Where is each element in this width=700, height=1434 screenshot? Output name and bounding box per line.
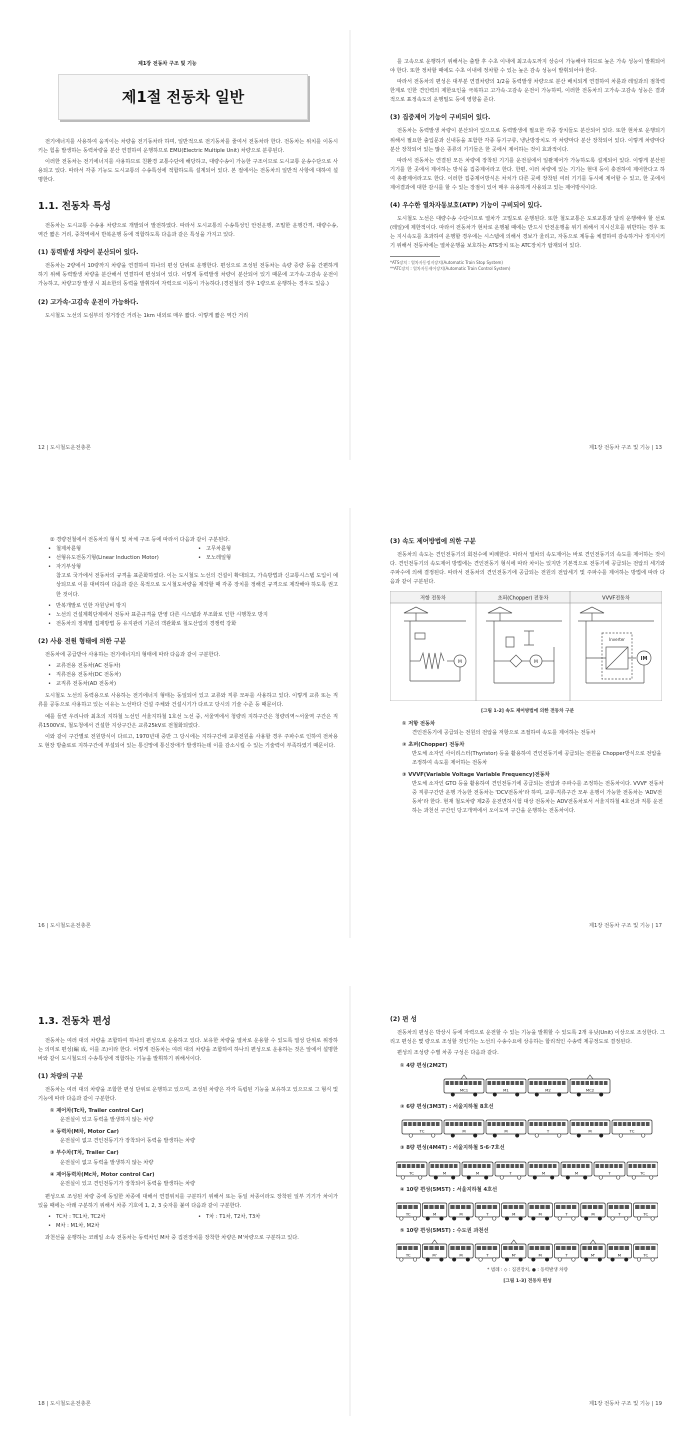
train-car (594, 1162, 625, 1179)
car-type-desc: 운전실이 없고 견인전동기가 장착되어 동력을 발생하는 차량 (60, 1138, 196, 1145)
page-17 (390, 536, 665, 816)
train-car (449, 1244, 473, 1261)
car-type-desc: 운전실이 없고 동력을 발생하지 않는 차량 (60, 1159, 154, 1166)
car-code-label: T (509, 1170, 512, 1176)
car-code-label: T (618, 1211, 621, 1217)
car-code-label: M (574, 1170, 579, 1176)
list-item: • 고무차륜형 (188, 545, 231, 554)
car-code-label: T (546, 1128, 550, 1134)
car-code-label: M (459, 1211, 463, 1217)
page-19 (390, 1014, 665, 1289)
paragraph: 전동차에 공급받아 사용하는 전기에너지의 형태에 따라 다음과 같이 구분한다. (45, 651, 221, 658)
page-footer: 제1장 전동차 구조 및 기능 | 13 (588, 445, 662, 451)
car-code-label: M' (432, 1252, 437, 1258)
paragraph: 도시철도 노선의 도심부의 정거장간 거리는 1km 내외로 매우 짧다. 이렇게 짧은 역간 거리 (45, 312, 249, 319)
list-item: • 철제차륜형 (38, 545, 188, 554)
train-car (528, 1203, 552, 1220)
car-type-title: ④ 제어동력차(Mc차, Motor control Car) (50, 1171, 155, 1178)
train-car (429, 1162, 460, 1179)
page-footer: 18 | 도시철도운전총론 (38, 1401, 91, 1407)
train-car (528, 1079, 568, 1096)
formation-title: ④ 10량 편성(5M5T) : 서울지하철 4호선 (400, 1186, 498, 1193)
fig-label-resistance: 저항 전동차 (420, 595, 446, 602)
train-car (554, 1203, 578, 1220)
car-code-label: MC2 (585, 1087, 595, 1093)
car-code-label: M' (590, 1252, 596, 1258)
list-item: • 교직류 전동차(AD 전동차) (38, 680, 338, 689)
car-type-title: ③ 부수차(T차, Trailer Car) (50, 1150, 119, 1157)
page-16 (38, 536, 338, 753)
paragraph: 이와 같이 구간별로 전원방식이 다르고, 1970년대 중반 그 당시에는 지하구간에 교류전원을 사용할 경우 주파수로 인하여 전차용도 현장 방출로로 지하구간에 부설되어 있는 통신망에 통신장애가 발생하는데 이를 감소시킬 수 있는 기술력이 부족하였기 때문이다. (38, 733, 338, 749)
car-code-label: T (565, 1211, 568, 1217)
car-code-label: M (512, 1211, 516, 1217)
heading-acceleration: (2) 고가속·고감속 운전이 가능하다. (38, 298, 139, 306)
control-type-desc: 반도체 소자인 GTO 등을 활용하여 견인전동기에 공급되는 전압과 주파수를 조정하는 전동차이다. VVVF 전동차 중 직류구간만 운행 가능한 전동차는 'DCV전동차'라 하며, 교류·직류구간 모두 운행이 가능한 전동차는 'ADV전동차'라 한다. 현재 철도차량 제2종 운전면허시험 대상 전동차는 ADV전동차로서 서울지하철 4호선과 직통 운전하는 과천선 구간인 당고개역에서 오이도역 구간을 운행하는 전동차이다. (412, 781, 664, 815)
control-type-title: ① 저항 전동차 (402, 720, 436, 727)
car-type-desc: 운전실이 있고 견인전동기가 장착되어 동력을 발생하는 차량 (60, 1180, 196, 1187)
chapter-tag: 제1장 전동차 구조 및 기능 (138, 61, 197, 67)
heading-speed-control: (3) 속도 제어방법에 의한 구분 (390, 538, 476, 545)
car-code-label: TC (405, 1211, 411, 1217)
paragraph: 예를 들면 우리나라 최초의 지하철 노선인 서울지하철 1호선 노선 중, 서울역에서 청량리 지하구간은 청량리역~서울역 구간은 직류1500V로, 철도청에서 건설한 지상구간은 교류25kV로 전철화되었다. (38, 713, 338, 729)
figure-caption: [그림 1-3] 전동차 편성 (503, 1278, 552, 1284)
speed-control-figure (390, 591, 665, 716)
formation-title: ① 4량 편성(2M2T) (400, 1063, 448, 1070)
train-car (475, 1203, 499, 1220)
page-footer: 16 | 도시철도운전총론 (38, 923, 91, 929)
car-code-list (38, 1213, 338, 1231)
intro-paragraph: 전기에너지를 사용하여 움직이는 차량을 전기동차라 하며, 일반적으로 전기동차를 줄여서 전동차라 한다. 전동차는 위치를 이동시키는 힘을 발생하는 동력차량을 분산 연결하여 운행하므로 EMU(Electric Multiple Unit) 차량으로 분류된다. (38, 139, 338, 155)
train-car (581, 1203, 605, 1220)
fig-inverter-label: Inverter (609, 637, 625, 643)
car-code-label: M (459, 1252, 463, 1258)
heading-power-type: (2) 사용 전원 형태에 의한 구분 (38, 637, 127, 645)
fig-label-vvvf: VVVF전동차 (602, 595, 630, 602)
figure-legend: * 범례 : ◇ : 집전장치, ● : 동력발생 차량 (487, 1267, 568, 1273)
paragraph: 전동차는 도시교통 수송용 차량으로 개발되어 발전하였다. 따라서 도시교통의 수송특성인 안전운행, 조밀한 운행간격, 대량수송, 역간 짧은 거리, 중착역에서 반복운행 등에 적합하도록 다음과 같은 특성을 가지고 있다. (38, 223, 338, 239)
car-code-label: M (432, 1211, 437, 1217)
car-type-title: ② 동력차(M차, Motor Car) (50, 1129, 119, 1136)
car-code-label: M1 (503, 1087, 509, 1093)
car-type-list (38, 1107, 338, 1189)
footnote-rule (390, 256, 440, 257)
footnote: *ATS장치 : 열차자동정지장치(Automatic Train Stop System) (390, 259, 503, 265)
car-code-label: T (486, 1211, 489, 1217)
car-code-label: M (588, 1128, 592, 1134)
train-car (475, 1244, 499, 1261)
control-type-title: ③ VVVF(Variable Voltage Variable Frequency)전동차 (402, 771, 550, 778)
car-code-label: M (475, 1170, 480, 1176)
train-car (444, 1120, 484, 1137)
train-car (396, 1244, 420, 1261)
figure-caption: [그림 1-2] 속도 제어방법에 의한 전동차 구분 (480, 709, 575, 715)
train-car (449, 1203, 473, 1220)
paragraph: 도시철도 노선은 대량수송 수단이므로 열차가 고밀도로 운행된다. 또한 철도교통은 도로교통과 달리 운행해야 할 선로(레일)에 제한적이다. 따라서 전동차가 현차로 운행될 때에는 반드시 안전운행을 위기 위해서 지시신호를 위반하는 경우 또는 지시속도를 초과하여 운행할 경우에는 시스템에 의해서 경보가 울리고, 자동으로 제동을 체결하여 감속하거나 정지시키기 위해서 전동차에는 열차운행을 보호하는 ATS장치 또는 ATC장치가 탑재되어 있다. (390, 216, 665, 250)
paragraph: 도시철도 노선의 동력용으로 사용하는 전기에너지 형태는 동일되어 있고 교류와 직류 모두를 사용하고 있다. 이렇게 교류 또는 직류를 공동으로 사용하고 있는 이유는 노선마다 건설 주체와 건설시기가 다르고 당시의 기술 수준 등 때문이다. (38, 693, 338, 709)
train-car (627, 1162, 658, 1179)
train-car (422, 1203, 446, 1220)
train-diagram (396, 1238, 658, 1264)
car-code-label: MC1 (459, 1087, 469, 1093)
control-type-desc: 견인전동기에 공급되는 전원의 전압을 저항으로 조절하여 속도를 제어하는 전동차 (412, 729, 596, 736)
car-code-label: TC (419, 1128, 425, 1134)
train-car (486, 1120, 526, 1137)
car-code-label: M (462, 1128, 466, 1134)
page-13 (390, 58, 665, 272)
train-car (402, 1120, 442, 1137)
train-car (462, 1162, 493, 1179)
spread-2 (0, 478, 700, 956)
train-car (528, 1162, 559, 1179)
list-item: • 교류전용 전동차(AC 전동차) (38, 662, 338, 671)
svg-text:IM: IM (640, 656, 648, 663)
car-code-label: TC (643, 1211, 649, 1217)
paragraph: 편성의 조성량 수별 차종 구성은 다음과 같다. (397, 1050, 499, 1057)
train-car (607, 1203, 631, 1220)
car-code-label: TC (405, 1252, 411, 1258)
train-car (528, 1244, 552, 1261)
formation-figure (390, 1062, 665, 1263)
list-heading: ② 경량전철에서 전동차의 형식 및 차체 구조 등에 따라서 다음과 같이 구분된다. (50, 537, 230, 543)
car-code-label: T (608, 1170, 611, 1176)
list-item: • 노선의 건설계획단계에서 전동차 표준규격을 반영 다른 시스템과 부조화로 인한 시행착오 방지 (38, 611, 338, 620)
train-car (444, 1075, 484, 1096)
car-code-label: M (442, 1170, 447, 1176)
spread-1 (0, 0, 700, 478)
paragraph: 전동차는 여러 대의 차량을 조합하여 하나의 편성으로 운용하고 있다. 보유한 차량을 열차로 운용할 수 있도록 열성 단위로 위장하는 의미로 편성(編 成, 이를 조)이라 한다. 이렇게 전동차는 여러 대의 차량을 조합하여 하나의 편성으로 운용하는 것은 앞에서 설명한 바와 같이 도시철도의 수송특성에 적합하는 기능을 발휘하기 위해서이다. (38, 1037, 338, 1062)
spread-3 (0, 956, 700, 1434)
car-code-label: TC (629, 1128, 635, 1134)
car-code-label: TC (409, 1170, 414, 1176)
train-car (554, 1244, 578, 1261)
page-footer: 제1장 전동차 구조 및 기능 | 19 (588, 1401, 662, 1407)
circuit-diagrams (390, 591, 662, 701)
list-item: • 전동차의 정제별 집재방법 등 유지관리 기준의 객관화로 철도산업의 경쟁력 강화 (38, 620, 338, 629)
car-code-label: M' (511, 1252, 516, 1258)
list-item: • 직류전용 전동차(DC 전동차) (38, 671, 338, 680)
train-car (561, 1162, 592, 1179)
car-code-label: M (591, 1211, 595, 1217)
section-title: 제1절 전동차 일반 (121, 87, 245, 106)
car-code-label: T (565, 1252, 568, 1258)
train-car (495, 1162, 526, 1179)
paragraph: 편성으로 조성된 차량 중에 동일한 차종에 대해서 연결위치를 구분하기 위해서 또는 동일 차종이라도 장착된 일부 기기가 차이가 있을 때에는 아래 구분하기 위해서 차종 기호에 1, 2, 3 숫자를 붙여 다음과 같이 구분한다. (38, 1193, 338, 1209)
paragraph: 따라서 전동차는 연결된 모든 차량에 장착된 기기를 운전실에서 일괄제어가 가능하도록 설계되어 있다. 이렇게 분산된 기기를 한 곳에서 제어하는 방식을 집중제어라고 한다. 한편, 이러 차량에 있는 기기는 현대 등이 충전하여 제어한다고 하여 총괄제어라고도 한다. 이러한 집중제어방식은 차치가 다른 곳에 장착된 여러 기기를 동시에 제어할 수 있고, 한 곳에서 제어결과에 대한 감시를 할 수 있는 장점이 있어 매우 유용하게 사용되고 있는 제어방식이다. (390, 157, 665, 192)
type-list (38, 545, 338, 572)
train-car (396, 1162, 427, 1179)
svg-text:M: M (458, 660, 462, 666)
train-car (570, 1075, 610, 1096)
paragraph: 전동차는 동력발생 차량이 분산되어 있으므로 동력발생에 필요한 각종 장치들도 분산되어 있다. 또한 현차로 운행되기 위해서 필요한 출입문과 신내등을 포함한 각종 등기구류, 냉난방장치도 각 차량마다 분산 장착되어 있다. 이렇게 차량마다 분산 장착되어 있는 많은 종류의 기기들은 한 곳에서 제어하는 것이 효과적이다. (390, 128, 665, 153)
train-car (612, 1120, 652, 1137)
car-type-desc: 운전실이 있고 동력을 발생하지 않는 차량 (60, 1117, 154, 1124)
train-diagram (396, 1114, 658, 1140)
car-code-label: TC (643, 1252, 649, 1258)
page-footer: 12 | 도시철도운전총론 (38, 445, 91, 451)
train-car (607, 1244, 631, 1261)
heading-1-1: 1.1. 전동차 특성 (38, 201, 111, 213)
list-item: • 선형유도전동기형(Linear Induction Motor) (38, 554, 188, 563)
train-car (570, 1120, 610, 1137)
heading-atp: (4) 우수한 열차자동보호(ATP) 기능이 구비되어 있다. (390, 202, 543, 210)
svg-text:M: M (534, 660, 538, 666)
fig-label-chopper: 초퍼(Chopper) 전동차 (497, 595, 549, 602)
paragraph: 따라서 전동차의 편성은 대부분 연결차량의 1/2을 동력발생 차량으로 분산 배치되게 연결하여 차륜과 레일과의 점착력 한계로 인한 견인력의 제한요인을 극복하고 고가속·고감속 운전이 가능하며, 이러한 전동차의 고가속·고감속 성능은 결과적으로 표정속도의 운행밀도 등에 영향을 준다. (390, 79, 665, 104)
control-type-desc: 반도체 소자인 사이리스터(Thyristor) 등을 활용하여 견인전동기에 공급되는 전원을 Chopper방식으로 전압을 조정하여 속도를 제어하는 전동차 (412, 750, 662, 766)
gutter (349, 986, 351, 1416)
car-code-label: M (538, 1252, 542, 1258)
car-code-label: T (486, 1252, 489, 1258)
gutter (349, 508, 351, 938)
train-car (486, 1079, 526, 1096)
train-car (396, 1203, 420, 1220)
heading-distributed: (1) 동력발생 차량이 분산되어 있다. (38, 249, 139, 257)
formation-title: ⑤ 10량 편성(5M5T) : 수도권 과천선 (400, 1227, 489, 1234)
gutter (349, 30, 351, 460)
heading-formation: (2) 편 성 (390, 1016, 417, 1023)
train-car (502, 1203, 526, 1220)
paragraph: 전동차의 속도는 견인전동기의 회전수에 비례한다. 따라서 열차의 속도제어는 바로 견인전동기의 속도를 제어하는 것이다. 견인전동기의 속도제어 방법에는 견인전동기 형식에 따라 차이는 있지만 기본적으로 전동기에 공급되는 전압의 세기와 주파수에 의해 결정된다. 따라서 전동차의 견인전동기에 공급되는 전원의 전압세기 및 주파수를 제어하는 방법에 따라 다음과 같이 구분된다. (390, 552, 665, 586)
train-car (502, 1240, 526, 1261)
car-code-label: M (504, 1128, 508, 1134)
car-code-label: TC (640, 1170, 645, 1176)
train-car (528, 1120, 568, 1137)
page-18 (38, 1014, 338, 1245)
intro-paragraph: 이러한 전동차는 전기에너지를 사용하므로 친환경 교통수단에 해당하고, 대량수송이 가능한 구조이므로 도시교통 운송수단으로 사용되고 있다. 따라서 각종 기능도 도시교통의 수송특성에 적합하도록 설계되어 있다. 본 절에서는 전동차의 일반적 사항에 대하여 설명한다. (38, 159, 338, 184)
train-diagram (396, 1156, 658, 1182)
paragraph: 과천선을 운행하는 코레일 소속 전동차는 동력차인 M차 중 집전장치를 장착한 차량은 M'차량으로 구분하고 있다. (45, 1235, 299, 1242)
car-code-label: M (538, 1211, 542, 1217)
train-diagram (396, 1197, 658, 1223)
list-item: • 반복개발로 인한 자원낭비 방지 (38, 602, 338, 611)
car-type-title: ① 제어차(Tc차, Trailer control Car) (50, 1108, 144, 1115)
car-code-label: M2 (545, 1087, 551, 1093)
footnote: **ATC장치 : 열차자동제어장치(Automatic Train Control System) (390, 265, 511, 271)
section-title-box (58, 74, 308, 120)
list-item: • TC차 : TC1차, TC2차 (38, 1213, 188, 1222)
list-item: • 모노레일형 (188, 554, 231, 563)
formation-title: ③ 8량 편성(4M4T) : 서울지하철 5·6·7호선 (400, 1145, 505, 1152)
paragraph: 전동차의 편성은 박상시 등에 자력으로 운전할 수 있는 기능을 발휘할 수 있도록 2개 유닛(Unit) 이상으로 조성한다. 그리고 편성은 몇 량으로 조성할 것인가는 노선의 수송수요에 상응하는 합리적인 수송력 제공정도로 결정된다. (390, 1030, 665, 1046)
paragraph: 참고로 국가에서 전동차의 규격을 표준화하였다. 이는 도시철도 노선의 건설이 확대되고, 가속방법과 신교통시스템 도입이 예상되므로 이를 대비하여 다음과 같은 목적으로 도시철도차량을 제작할 때 각종 장치를 정해진 규격으로 제작해야 하도록 권고한 것이다. (56, 573, 338, 598)
train-car (634, 1203, 658, 1220)
page-12 (38, 138, 338, 323)
train-diagram (396, 1073, 658, 1099)
formation-title: ② 6량 편성(3M3T) : 서울지하철 8호선 (400, 1104, 494, 1111)
heading-central-control: (3) 집중제어 기능이 구비되어 있다. (390, 114, 491, 122)
list-item: • M차 : M1차, M2차 (38, 1222, 188, 1231)
paragraph: 전동차는 여러 대의 차량을 조합한 편성 단위로 운행하고 있으며, 조성된 차량은 각각 독립된 기능을 보유하고 있으므로 그 형식 및 기능에 따라 다음과 같이 구분한다. (38, 1086, 338, 1103)
heading-1-3: 1.3. 전동차 편성 (38, 1016, 111, 1027)
train-car (422, 1240, 446, 1261)
page-footer: 제1장 전동차 구조 및 기능 | 17 (588, 923, 662, 929)
heading-car-types: (1) 차량의 구분 (38, 1072, 83, 1080)
car-code-label: M (617, 1252, 622, 1258)
list-item: • 자기부상형 (38, 563, 188, 572)
train-car (634, 1244, 658, 1261)
paragraph: 를 고속으로 운행하기 위해서는 출발 후 수초 이내에 최고속도까지 상승이 가능해야 하므로 높은 가속 성능이 발휘되어야 한다. 또한 정차할 때에도 수초 이내에 정차할 수 있는 높은 감속 성능이 발휘되어야 한다. (390, 59, 665, 75)
car-code-label: M (541, 1170, 546, 1176)
paragraph: 전동차는 2량에서 10량까지 차량을 연결하여 하나의 편성 단위로 운행한다. 편성으로 조성된 전동차는 속량 증량 등을 간편하게 하기 위해 동력발생 차량을 분산해서 연결하여 편성되어 있다. 이렇게 동력발생 차량이 분산되어 있기 때문에 고가속·고감속 운전이 가능하고, 차량고장 발생 시 최소한의 동력을 발휘하여 자력으로 이동이 가능하다.(경전철의 경우 1량으로 운행하는 경우도 있음.) (38, 263, 338, 288)
train-car (581, 1240, 605, 1261)
control-type-title: ② 초퍼(Chopper) 전동차 (402, 741, 465, 748)
list-item: • T차 : T1차, T2차, T3차 (188, 1213, 260, 1222)
